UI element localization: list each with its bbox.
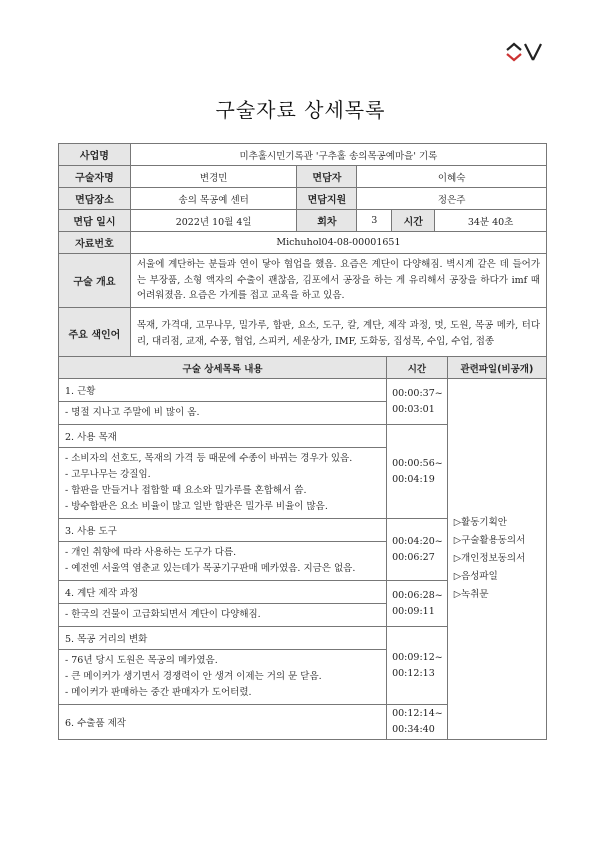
- section-line: - 큰 메이커가 생기면서 경쟁력이 안 생겨 이제는 거의 문 닫음.: [65, 671, 322, 682]
- section-line: - 76년 당시 도원은 목공의 메카였음.: [65, 655, 218, 666]
- section-body: [59, 542, 387, 581]
- session-label: 회차: [297, 210, 357, 232]
- section-title: 2. 사용 목재: [59, 425, 387, 448]
- section-line: - 개인 취향에 따라 사용하는 도구가 다름.: [65, 547, 237, 558]
- time-start: 00:06:28~: [392, 589, 443, 601]
- time-start: 00:09:12~: [392, 651, 443, 663]
- date-value: 2022년 10월 4일: [130, 210, 297, 232]
- files-header: 관련파일(비공개): [447, 357, 546, 379]
- support-value: 정은주: [357, 188, 547, 210]
- summary-label: 구술 개요: [59, 254, 131, 308]
- place-label: 면담장소: [59, 188, 131, 210]
- section-title: 5. 목공 거리의 변화: [59, 627, 387, 650]
- section-body: [59, 448, 387, 519]
- section-line: - 메이커가 판매하는 중간 판매자가 도어터렸.: [65, 687, 252, 698]
- time-label: 시간: [392, 210, 435, 232]
- section-time: [387, 705, 448, 740]
- time-end: 00:34:40: [392, 724, 435, 735]
- time-start: 00:00:56~: [392, 457, 443, 469]
- section-title: 4. 계단 제작 과정: [59, 581, 387, 604]
- section-time: [387, 425, 448, 519]
- support-label: 면담지원: [297, 188, 357, 210]
- narrator-label: 구술자명: [59, 166, 131, 188]
- archive-logo-icon: [505, 40, 543, 64]
- section-line: - 합판을 만들거나 접합할 때 요소와 밀가루를 혼합해서 씀.: [65, 485, 307, 496]
- related-files-list: [447, 379, 546, 740]
- index-label: 주요 색인어: [59, 307, 131, 360]
- related-file-item[interactable]: ▷활동기획안: [453, 517, 507, 528]
- section-body: [59, 650, 387, 705]
- related-file-item[interactable]: ▷녹취문: [453, 589, 489, 600]
- place-value: 송의 목공예 센터: [130, 188, 297, 210]
- summary-value: 서울에 계단하는 분들과 연이 닿아 협업을 했음. 요즘은 계단이 다양해짐. 벽시계 같은 데 들어가는 부장품, 소형 액자의 수출이 괜찮음, 김포에서 공장을 하는 게 유리해서 공장을 하다가 imf 때 어려워졌음. 요즘은 가게를 접고 교육을 하고 있음.: [130, 254, 546, 308]
- time-header: 시간: [387, 357, 448, 379]
- related-file-item[interactable]: ▷구술활용동의서: [453, 535, 526, 546]
- time-start: 00:00:37~: [392, 387, 443, 399]
- section-time: [387, 581, 448, 627]
- section-time: [387, 379, 448, 425]
- id-label: 자료번호: [59, 232, 131, 254]
- info-table: [58, 143, 547, 361]
- id-value: Michuhol04-08-00001651: [130, 232, 546, 254]
- section-line: - 명절 지나고 주말에 비 많이 옴.: [65, 407, 200, 418]
- date-label: 면담 일시: [59, 210, 131, 232]
- content-header: 구술 상세목록 내용: [59, 357, 387, 379]
- project-label: 사업명: [59, 144, 131, 166]
- section-line: - 예전엔 서울역 염춘교 있는데가 목공기구판매 메카였음. 지금은 없음.: [65, 563, 356, 574]
- related-file-item[interactable]: ▷개인정보동의서: [453, 553, 526, 564]
- section-body: [59, 402, 387, 425]
- time-end: 00:04:19: [392, 473, 435, 485]
- section-title: 1. 근황: [59, 379, 387, 402]
- time-end: 00:03:01: [392, 403, 435, 415]
- time-end: 00:12:13: [392, 667, 435, 679]
- section-line: - 방수합판은 요소 비율이 많고 일반 합판은 밀가루 비율이 많음.: [65, 501, 328, 512]
- time-end: 00:06:27: [392, 551, 435, 563]
- interviewer-value: 이혜숙: [357, 166, 547, 188]
- section-line: - 한국의 건물이 고급화되면서 계단이 다양해짐.: [65, 609, 261, 620]
- section-time: [387, 519, 448, 581]
- time-start: 00:12:14~: [392, 708, 443, 719]
- session-value: 3: [357, 210, 392, 232]
- section-line: - 소비자의 선호도, 목재의 가격 등 때문에 수종이 바뀌는 경우가 있음.: [65, 453, 353, 464]
- time-value: 34분 40초: [435, 210, 547, 232]
- page-title: 구술자료 상세목록: [215, 98, 386, 122]
- section-title: 6. 수출품 제작: [59, 705, 387, 740]
- section-title: 3. 사용 도구: [59, 519, 387, 542]
- section-body: [59, 604, 387, 627]
- time-end: 00:09:11: [392, 605, 435, 617]
- narrator-value: 변경민: [130, 166, 297, 188]
- index-value: 목재, 가격대, 고무나무, 밀가루, 합판, 요소, 도구, 칼, 계단, 제작 과정, 멋, 도원, 목공 메카, 터다리, 대리점, 교재, 수풍, 협업, 스피커, 세운상가, IMF, 도화동, 집성목, 수입, 수업, 접종: [130, 307, 546, 360]
- section-line: - 고무나무는 강질임.: [65, 469, 151, 480]
- project-value: 미추홀시민기록관 '구추홀 송의목공예마을' 기록: [130, 144, 546, 166]
- section-time: [387, 627, 448, 705]
- related-file-item[interactable]: ▷음성파일: [453, 571, 498, 582]
- time-start: 00:04:20~: [392, 535, 443, 547]
- detail-table: [58, 356, 547, 740]
- interviewer-label: 면담자: [297, 166, 357, 188]
